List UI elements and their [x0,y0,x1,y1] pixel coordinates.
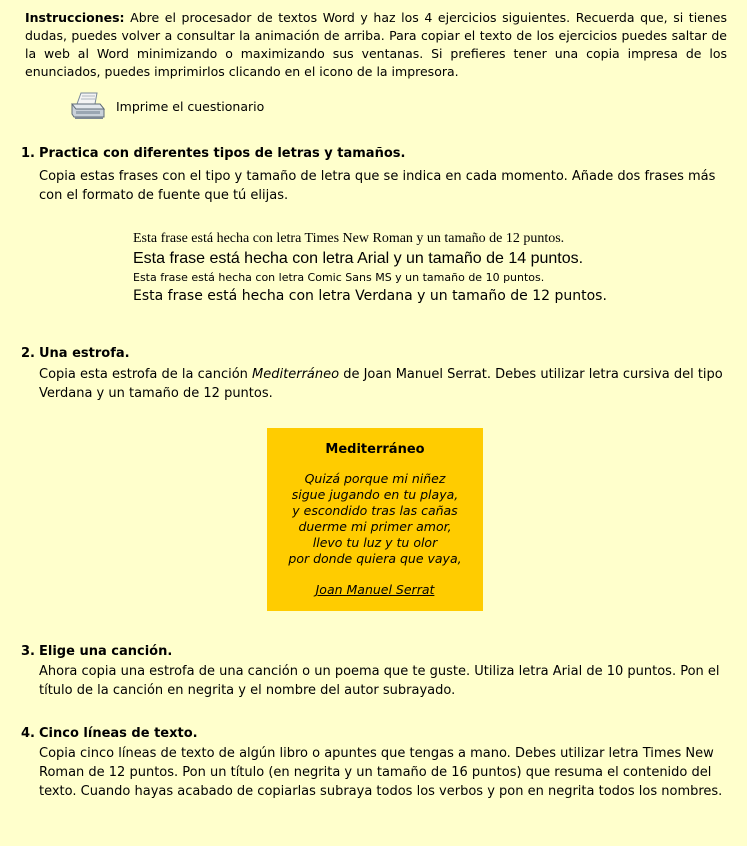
exercise-3-body: Ahora copia una estrofa de una canción o un poema que te guste. Utiliza letra Arial de 10 puntos. Pon el título de la canción en negrita y el nombre del autor subrayado. [39,664,720,698]
print-questionnaire-link[interactable] [70,90,264,122]
exercise-number: 2. [21,346,35,361]
font-samples [133,229,693,306]
print-label[interactable]: Imprime el cuestionario [116,98,265,114]
exercise-title: Practica con diferentes tipos de letras y tamaños. [39,146,406,161]
poem-line: sigue jugando en tu playa, [291,487,459,502]
sample-arial: Esta frase está hecha con letra Arial y un tamaño de 14 puntos. [133,250,584,267]
body-text: Copia esta estrofa de la canción [39,367,253,382]
exercise-2-body [39,365,731,403]
poem-line: llevo tu luz y tu olor [312,535,438,550]
poem-lines [267,471,483,567]
instructions-label: Instrucciones: [25,10,125,25]
exercise-number: 3. [21,644,35,659]
printer-icon[interactable] [70,90,106,122]
poem-line: duerme mi primer amor, [298,519,452,534]
song-title: Mediterráneo [252,367,340,382]
sample-comic: Esta frase está hecha con letra Comic Sans MS y un tamaño de 10 puntos. [133,271,545,284]
exercise-title: Elige una canción. [39,644,173,659]
poem-author-link[interactable]: Joan Manuel Serrat [315,582,435,597]
exercise-4-heading [21,726,198,741]
poem-title: Mediterráneo [325,442,425,457]
exercise-4-body: Copia cinco líneas de texto de algún libro o apuntes que tengas a mano. Debes utilizar letra Times New Roman de 12 puntos. Pon un título (en negrita y un tamaño de 16 puntos) que resuma el contenido del texto. Cuando hayas acabado de copiarlas subraya todos los verbos y pon en negrita todos los nombres. [39,746,723,799]
sample-times: Esta frase está hecha con letra Times New Roman y un tamaño de 12 puntos. [133,231,565,246]
poem-line: por donde quiera que vaya, [288,551,462,566]
exercise-number: 4. [21,726,35,741]
poem-line: Quizá porque mi niñez [304,471,446,486]
poem-line: y escondido tras las cañas [292,503,458,518]
instructions-text: Abre el procesador de textos Word y haz los 4 ejercicios siguientes. Recuerda que, si tienes dudas, puedes volver a consultar la animación de arriba. Para copiar el texto de los ejercicios puedes saltar de la web al Word minimizando o maximizando sus ventanas. Si prefieres tener una copia impresa de los enunciados, puedes imprimirlos clicando en el icono de la impresora. [25,10,727,79]
instructions [25,9,727,81]
exercise-number: 1. [21,146,35,161]
exercise-title: Una estrofa. [39,346,130,361]
exercise-2-heading [21,346,130,361]
sample-verdana: Esta frase está hecha con letra Verdana y un tamaño de 12 puntos. [133,288,607,304]
exercise-title: Cinco líneas de texto. [39,726,198,741]
exercise-3-heading [21,644,172,659]
exercise-1-body: Copia estas frases con el tipo y tamaño de letra que se indica en cada momento. Añade dos frases más con el formato de fuente que tú elijas. [39,169,716,203]
body-text: de Joan Manuel Serrat. Debes utilizar letra cursiva del tipo Verdana y un tamaño de 12 puntos. [39,367,723,401]
exercise-1-heading [21,146,405,161]
poem-box [267,428,483,611]
